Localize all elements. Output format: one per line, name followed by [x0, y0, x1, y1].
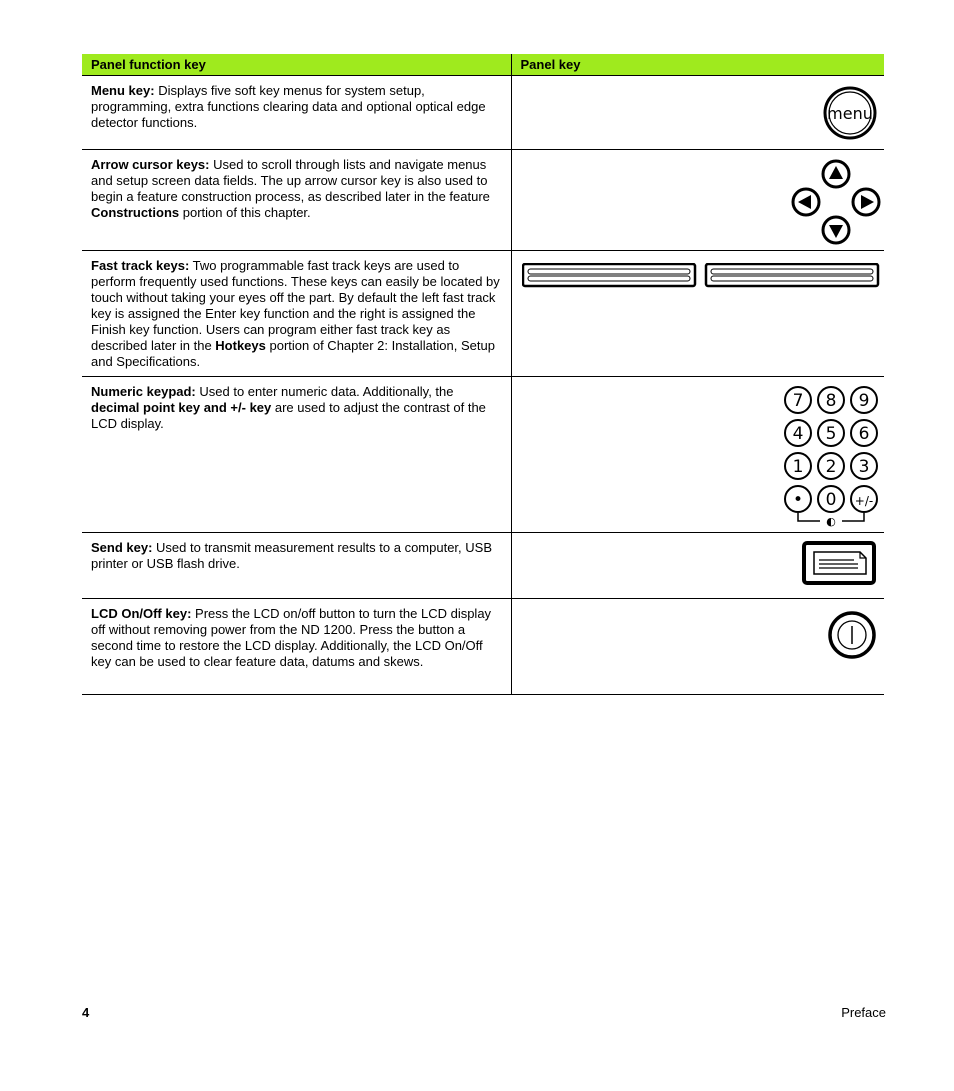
menu-key-icon [822, 84, 878, 142]
row-text: Displays five soft key menus for system setup, programming, extra functions clearing data and optional optical edge detector functions. [91, 83, 486, 130]
numeric-keypad-description: Numeric keypad: Used to enter numeric data. Additionally, the decimal point key and +/- key are used to adjust the contrast of the LCD display. [82, 377, 511, 533]
fast-track-key-right-icon [706, 264, 878, 286]
arrow-left-icon [793, 189, 819, 215]
numeric-keypad-cell [511, 377, 884, 533]
send-key-cell [511, 533, 884, 599]
keypad-key [851, 486, 877, 512]
lcd-onoff-description: LCD On/Off key: Press the LCD on/off button to turn the LCD display off without removing power from the ND 1200. Press the button a second time to restore the LCD display. Additionally, the LCD On/Off key can be used to clear feature data, datums and skews. [82, 599, 511, 695]
keypad-key-label: 0 [825, 490, 836, 510]
table-row [82, 599, 884, 695]
keypad-key [818, 420, 844, 446]
arrow-up-icon [823, 161, 849, 187]
menu-key-description [82, 76, 511, 150]
fast-track-keys-icon [522, 263, 882, 289]
keypad-key [785, 420, 811, 446]
keypad-key [785, 453, 811, 479]
keypad-key [851, 387, 877, 413]
fast-track-key-left-icon [523, 264, 695, 286]
table-header-row [82, 54, 884, 76]
table-row [82, 377, 884, 533]
keypad-key-label: 2 [825, 457, 836, 477]
numeric-keypad-icon [782, 385, 882, 527]
keypad-key-label: 6 [858, 424, 869, 444]
keypad-key-label: 1 [792, 457, 803, 477]
row-title: Menu key: [91, 83, 155, 98]
table-row [82, 150, 884, 251]
fast-track-keys-description: Fast track keys: Two programmable fast track keys are used to perform frequently used functions. These keys can easily be located by touch without taking your eyes off the part. By default the left fast track key is assigned the Enter key function and the right is assigned the Finish key function. Users can program either fast track key as described later in the Hotkeys portion of Chapter 2: Installation, Setup and Specifications. [82, 251, 511, 377]
lcd-onoff-cell [511, 599, 884, 695]
keypad-key [818, 486, 844, 512]
arrow-keys-cell [511, 150, 884, 251]
keypad-key-label: 4 [792, 424, 803, 444]
arrow-keys-icon [790, 158, 882, 246]
arrow-keys-description: Arrow cursor keys: Used to scroll through lists and navigate menus and setup screen data fields. The up arrow cursor key is also used to begin a feature construction process, as described later in the feature Constructions portion of this chapter. [82, 150, 511, 251]
keypad-key-label: 9 [858, 391, 869, 411]
keypad-key [851, 453, 877, 479]
keypad-key [818, 387, 844, 413]
send-key-description: Send key: Used to transmit measurement results to a computer, USB printer or USB flash drive. [82, 533, 511, 599]
keypad-key [785, 387, 811, 413]
table-row [82, 251, 884, 377]
send-key-icon [802, 541, 878, 587]
keypad-key-label: +/- [854, 494, 873, 508]
arrow-down-icon [823, 217, 849, 243]
section-name: Preface [841, 1005, 886, 1020]
column-header-key: Panel key [511, 54, 884, 76]
menu-key-label: menu [826, 104, 873, 123]
keypad-key [785, 486, 811, 512]
contrast-icon: ◐ [825, 515, 836, 527]
column-header-function: Panel function key [82, 54, 511, 76]
menu-key-cell [511, 76, 884, 150]
page-number: 4 [82, 1005, 90, 1020]
keypad-key-label: • [792, 490, 803, 510]
fast-track-keys-cell [511, 251, 884, 377]
power-key-icon [826, 609, 878, 661]
arrow-right-icon [853, 189, 879, 215]
panel-keys-table [82, 54, 884, 695]
keypad-key-label: 5 [825, 424, 836, 444]
keypad-key-label: 8 [825, 391, 836, 411]
keypad-key-label: 7 [792, 391, 803, 411]
table-row [82, 76, 884, 150]
keypad-key [818, 453, 844, 479]
keypad-key [851, 420, 877, 446]
table-row [82, 533, 884, 599]
keypad-key-label: 3 [858, 457, 869, 477]
